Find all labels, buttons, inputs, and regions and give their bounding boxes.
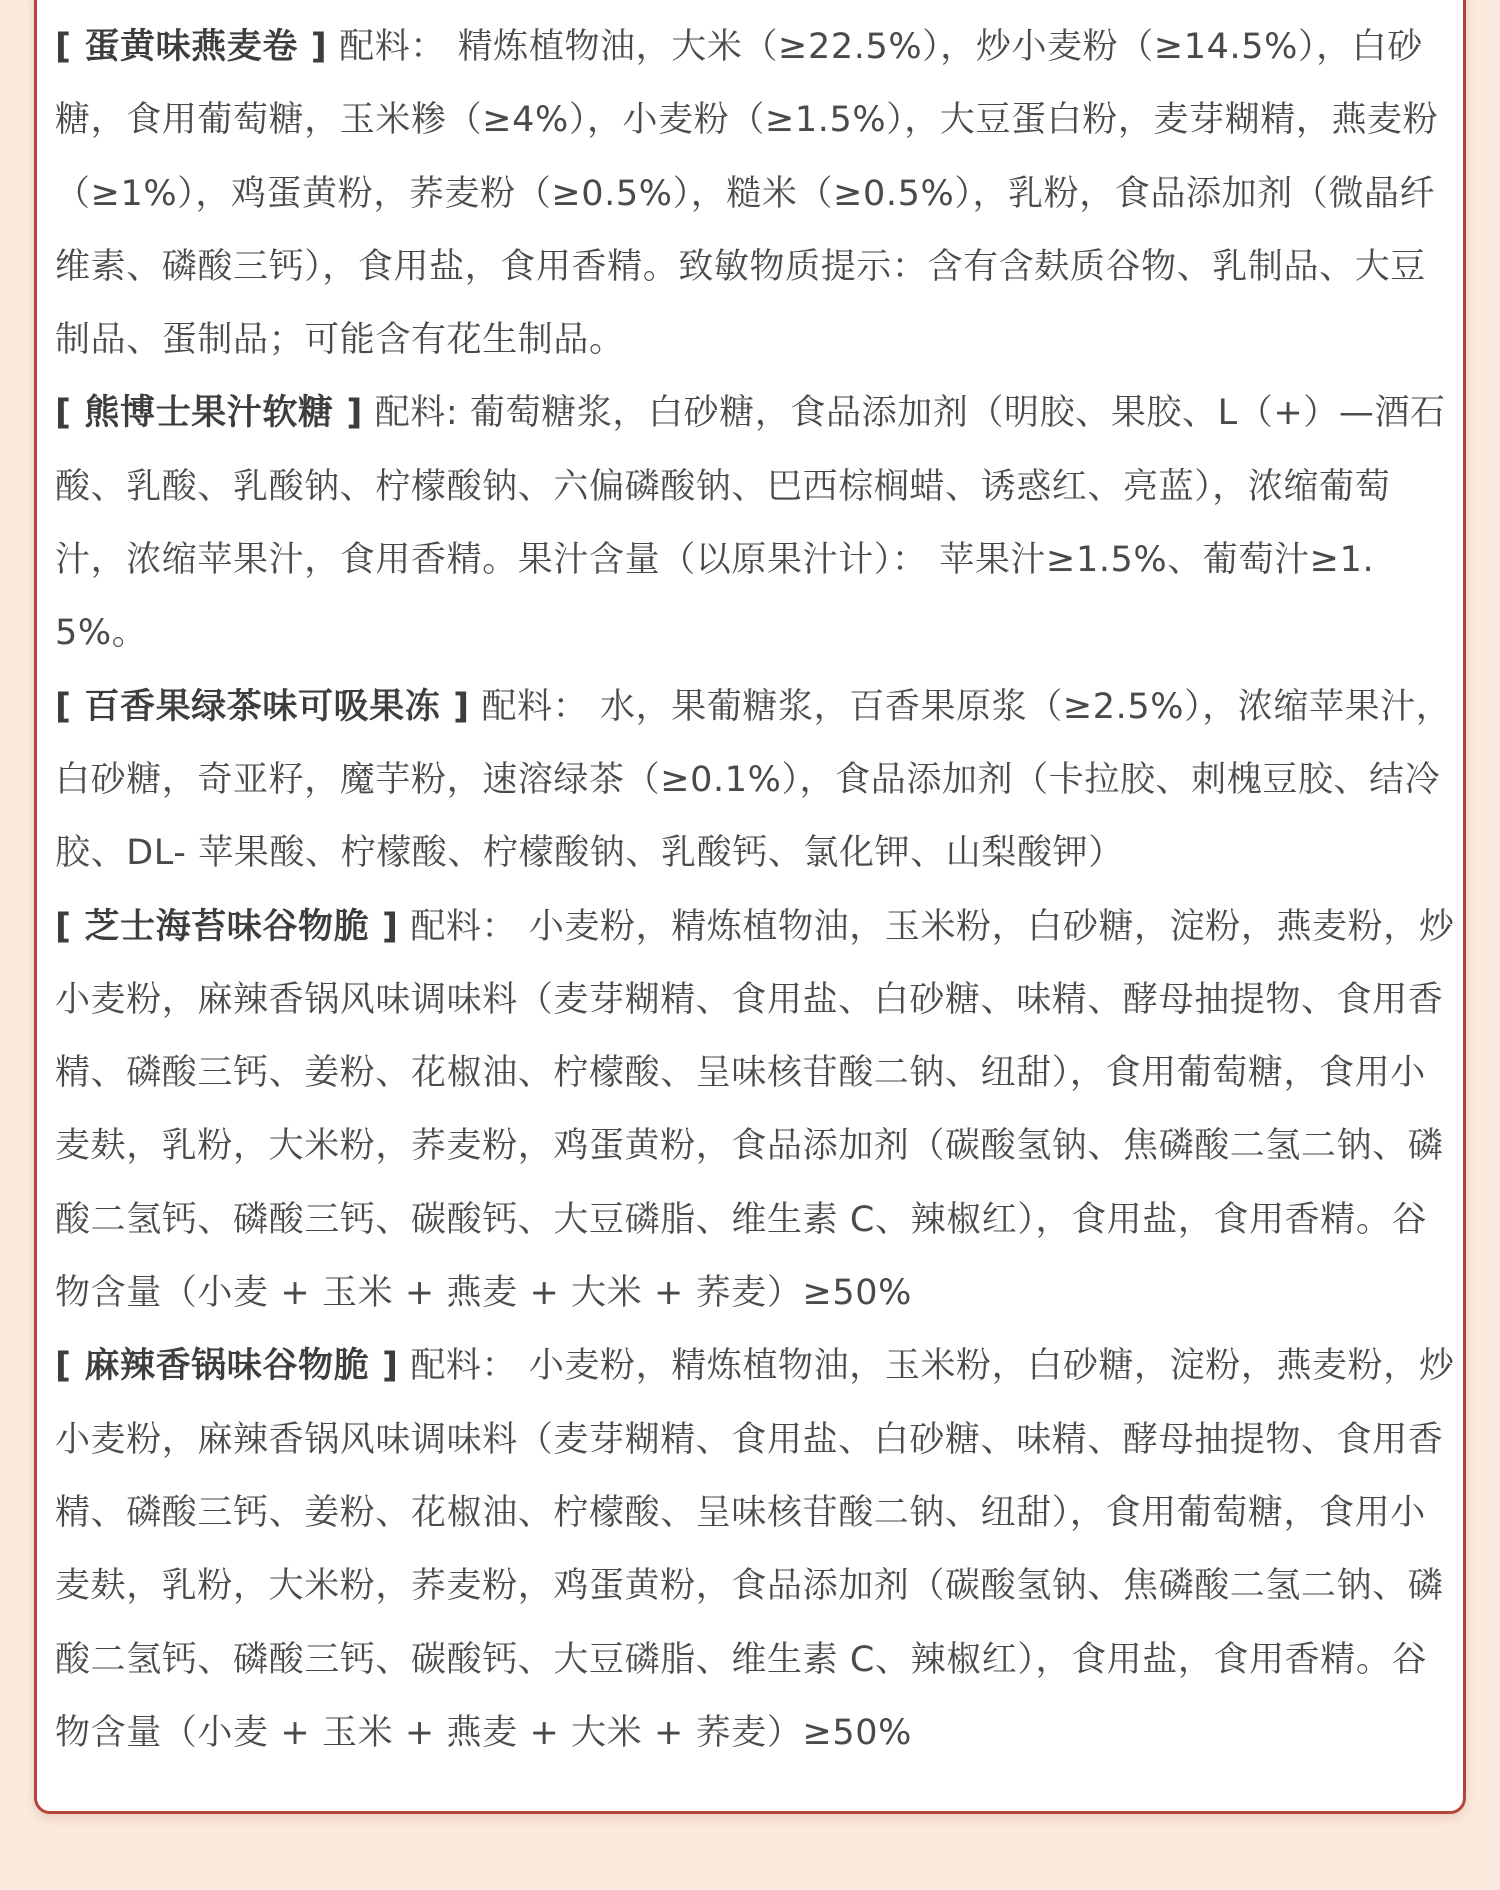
ingredients-label: 配料： — [410, 1346, 518, 1387]
ingredient-entry — [55, 1330, 1455, 1770]
ingredient-entry — [55, 11, 1455, 377]
ingredients-text: 小麦粉，精炼植物油，玉米粉，白砂糖，淀粉，燕麦粉，炒小麦粉，麻辣香锅风味调味料（麦芽糊精、食用盐、白砂糖、味精、酵母抽提物、食用香精、磷酸三钙、姜粉、花椒油、柠檬酸、呈味核苷酸二钠、纽甜），食用葡萄糖，食用小麦麸，乳粉，大米粉，荞麦粉，鸡蛋黄粉，食品添加剂（碳酸氢钠、焦磷酸二氢二钠、磷酸二氢钙、磷酸三钙、碳酸钙、大豆磷脂、维生素 C、辣椒红），食用盐，食用香精。谷物含量（小麦 + 玉米 + 燕麦 + 大米 + 荞麦）≥50% — [55, 906, 1455, 1314]
product-name: [ 芝士海苔味谷物脆 ] — [55, 906, 399, 947]
ingredient-entry — [55, 671, 1455, 891]
ingredients-label: 配料： — [339, 27, 446, 67]
ingredients-text: 精炼植物油，大米（≥22.5%），炒小麦粉（≥14.5%），白砂糖，食用葡萄糖，玉米糁（≥4%），小麦粉（≥1.5%），大豆蛋白粉，麦芽糊精，燕麦粉（≥1%），鸡蛋黄粉，荞麦粉（≥0.5%），糙米（≥0.5%），乳粉，食品添加剂（微晶纤维素、磷酸三钙），食用盐，食用香精。致敏物质提示：含有含麸质谷物、乳制品、大豆制品、蛋制品；可能含有花生制品。 — [55, 27, 1439, 361]
product-name: [ 蛋黄味燕麦卷 ] — [55, 27, 328, 67]
ingredients-label: 配料: — [374, 393, 459, 434]
ingredient-entry — [55, 377, 1455, 670]
product-name: [ 熊博士果汁软糖 ] — [55, 393, 363, 434]
product-name: [ 百香果绿茶味可吸果冻 ] — [55, 686, 470, 727]
ingredients-text: 水，果葡糖浆，百香果原浆（≥2.5%），浓缩苹果汁，白砂糖，奇亚籽，魔芋粉，速溶绿茶（≥0.1%），食品添加剂（卡拉胶、刺槐豆胶、结冷胶、DL- 苹果酸、柠檬酸、柠檬酸钠、乳酸钙、氯化钾、山梨酸钾） — [55, 686, 1452, 874]
ingredients-card — [34, 0, 1466, 1814]
ingredients-text: 小麦粉，精炼植物油，玉米粉，白砂糖，淀粉，燕麦粉，炒小麦粉，麻辣香锅风味调味料（麦芽糊精、食用盐、白砂糖、味精、酵母抽提物、食用香精、磷酸三钙、姜粉、花椒油、柠檬酸、呈味核苷酸二钠、纽甜），食用葡萄糖，食用小麦麸，乳粉，大米粉，荞麦粉，鸡蛋黄粉，食品添加剂（碳酸氢钠、焦磷酸二氢二钠、磷酸二氢钙、磷酸三钙、碳酸钙、大豆磷脂、维生素 C、辣椒红），食用盐，食用香精。谷物含量（小麦 + 玉米 + 燕麦 + 大米 + 荞麦）≥50% — [55, 1346, 1455, 1753]
ingredients-label: 配料： — [410, 906, 518, 947]
ingredient-entry — [55, 891, 1455, 1331]
ingredients-label: 配料： — [481, 686, 589, 727]
ingredients-text: 葡萄糖浆，白砂糖，食品添加剂（明胶、果胶、L（+）—酒石酸、乳酸、乳酸钠、柠檬酸钠、六偏磷酸钠、巴西棕榈蜡、诱惑红、亮蓝），浓缩葡萄汁，浓缩苹果汁，食用香精。果汁含量（以原果汁计）： 苹果汁≥1.5%、葡萄汁≥1.5%。 — [55, 393, 1446, 654]
product-name: [ 麻辣香锅味谷物脆 ] — [55, 1346, 399, 1387]
ingredients-list — [55, 11, 1455, 1770]
